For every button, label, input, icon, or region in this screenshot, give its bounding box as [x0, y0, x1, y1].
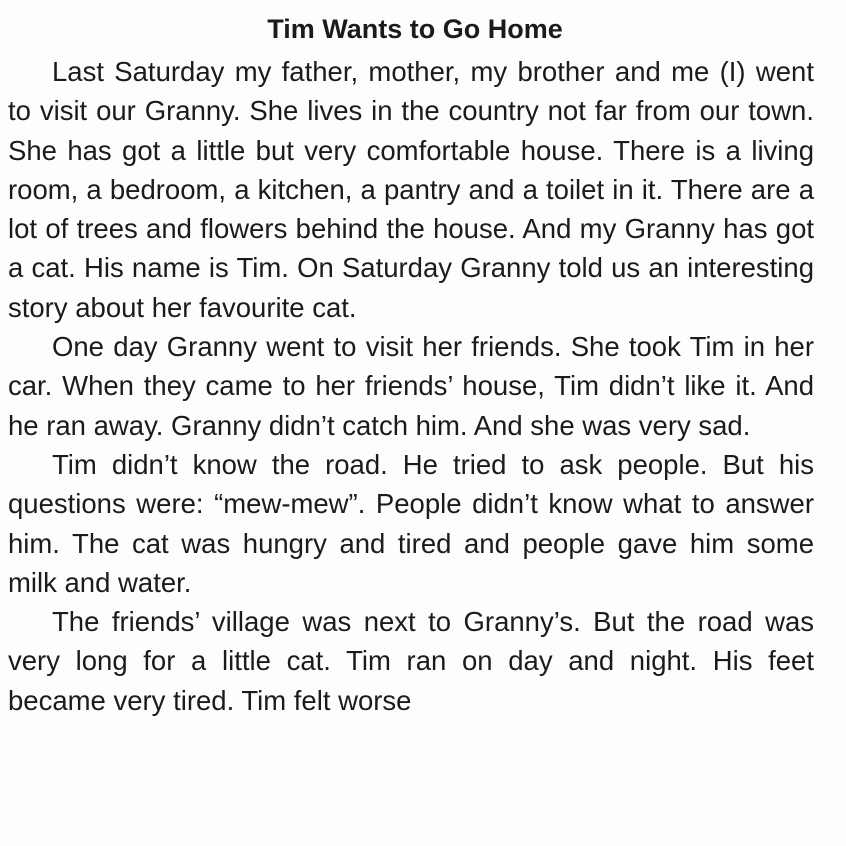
- story-title: Tim Wants to Go Home: [267, 14, 563, 44]
- paragraph-4: The friends’ village was next to Granny’s. But the road was very long for a little cat. Tim ran on day and night. His feet became very tired. Tim felt worse: [8, 606, 814, 716]
- paragraph-3: Tim didn’t know the road. He tried to ask people. But his questions were: “mew-mew”. People didn’t know what to answer him. The cat was hungry and tired and people gave him some milk and water.: [8, 448, 814, 598]
- paragraph-1: Last Saturday my father, mother, my brother and me (I) went to visit our Granny. She lives in the country not far from our town. She has got a little but very comfortable house. There is a living room, a bedroom, a kitchen, a pantry and a toilet in it. There are a lot of trees and flowers behind the house. And my Granny has got a cat. His name is Tim. On Saturday Granny told us an interesting story about her favourite cat.: [8, 56, 814, 323]
- paragraph-2: One day Granny went to visit her friends. She took Tim in her car. When they came to her friends’ house, Tim didn’t like it. And he ran away. Granny didn’t catch him. And she was very sad.: [8, 331, 814, 441]
- story-body: [8, 52, 814, 720]
